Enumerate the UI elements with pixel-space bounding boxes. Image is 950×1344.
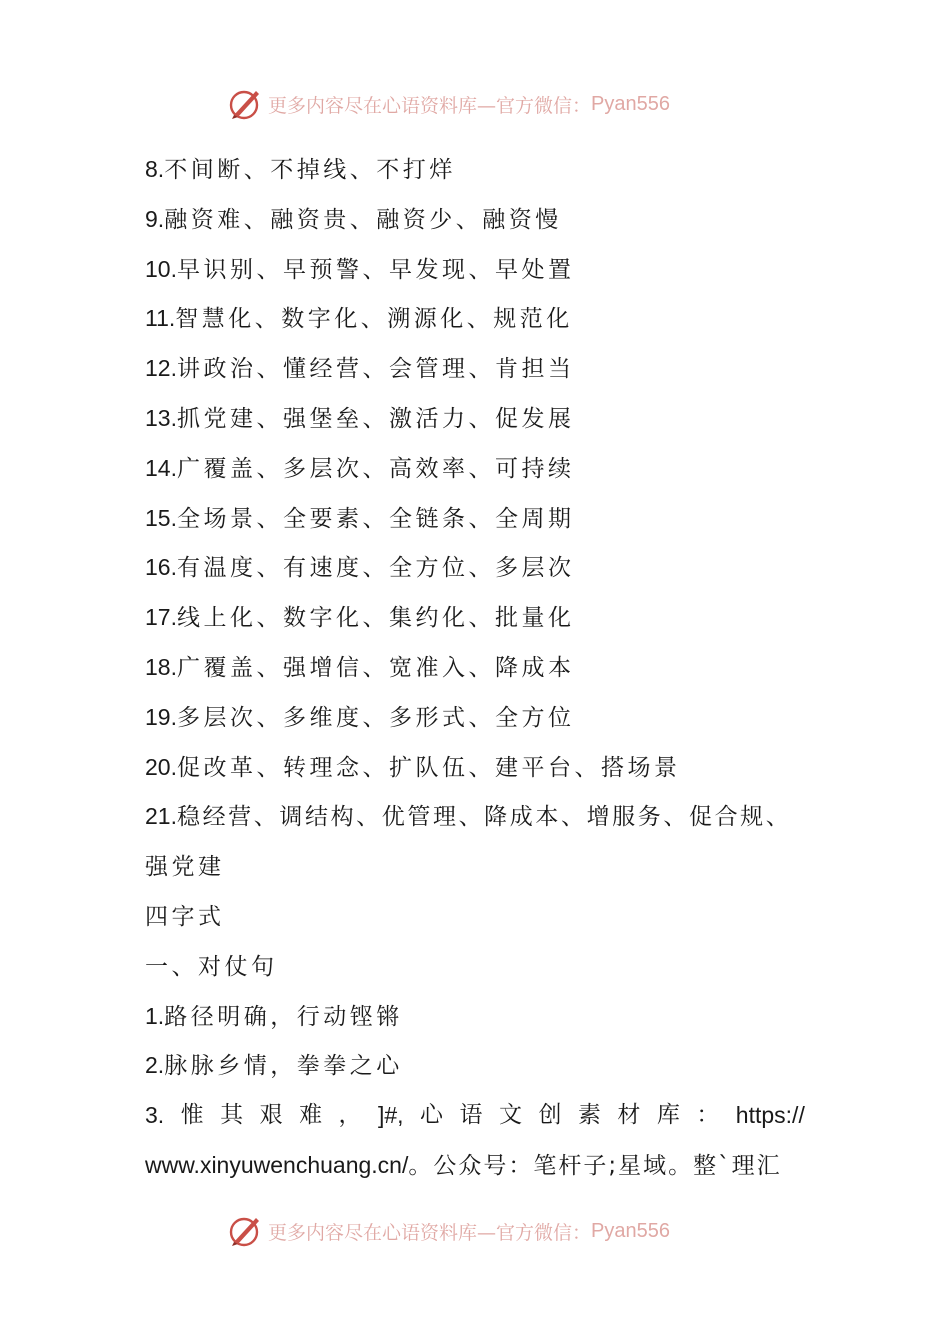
list-item: 11.智慧化、数字化、溯源化、规范化 bbox=[145, 305, 573, 333]
footer-watermark bbox=[228, 1213, 670, 1249]
document-body bbox=[145, 145, 805, 1191]
list-item: 8.不间断、不掉线、不打烊 bbox=[145, 156, 456, 183]
list-item-continuation: 强党建 bbox=[145, 854, 225, 881]
watermark-text: 更多内容尽在心语资料库—官方微信： bbox=[268, 94, 592, 117]
list-item: 19.多层次、多维度、多形式、全方位 bbox=[145, 703, 575, 731]
header-watermark bbox=[228, 86, 670, 122]
watermark-wechat-id: Pyan556 bbox=[591, 1219, 670, 1242]
list-item-justified: 3. 惟 其 艰 难 ， ]#, 心 语 文 创 素 材 库 ： https:// bbox=[145, 1102, 805, 1129]
list-item: 18.广覆盖、强增信、宽准入、降成本 bbox=[145, 653, 575, 681]
watermark-text: 更多内容尽在心语资料库—官方微信： bbox=[268, 1221, 592, 1244]
list-item: 21.稳经营、调结构、优管理、降成本、增服务、促合规、 bbox=[145, 803, 792, 831]
list-item: 9.融资难、融资贵、融资少、融资慢 bbox=[145, 205, 562, 233]
website-url: www.xinyuwenchuang.cn/ bbox=[145, 1151, 409, 1178]
list-item: 20.促改革、转理念、扩队伍、建平台、搭场景 bbox=[145, 753, 681, 781]
list-item: 13.抓党建、强堡垒、激活力、促发展 bbox=[145, 404, 575, 432]
list-item: 14.广覆盖、多层次、高效率、可持续 bbox=[145, 454, 575, 482]
list-item: 10.早识别、早预警、早发现、早处置 bbox=[145, 255, 575, 283]
section-heading: 四字式 bbox=[145, 903, 225, 930]
list-item: 16.有温度、有速度、全方位、多层次 bbox=[145, 554, 575, 582]
list-item: 1.路径明确，行动铿锵 bbox=[145, 1002, 403, 1030]
list-item: 2.脉脉乡情，拳拳之心 bbox=[145, 1052, 403, 1080]
list-item: 17.线上化、数字化、集约化、批量化 bbox=[145, 604, 575, 632]
watermark-wechat-id: Pyan556 bbox=[591, 92, 670, 115]
subsection-heading: 一、对仗句 bbox=[145, 953, 278, 980]
list-item: 12.讲政治、懂经营、会管理、肯担当 bbox=[145, 355, 575, 383]
quill-pen-in-circle-icon bbox=[228, 1214, 262, 1248]
list-item: 15.全场景、全要素、全链条、全周期 bbox=[145, 504, 575, 532]
list-item-continuation: www.xinyuwenchuang.cn/。公众号：笔杆子;星域。整`理汇 bbox=[145, 1151, 782, 1179]
quill-pen-in-circle-icon bbox=[228, 87, 262, 121]
